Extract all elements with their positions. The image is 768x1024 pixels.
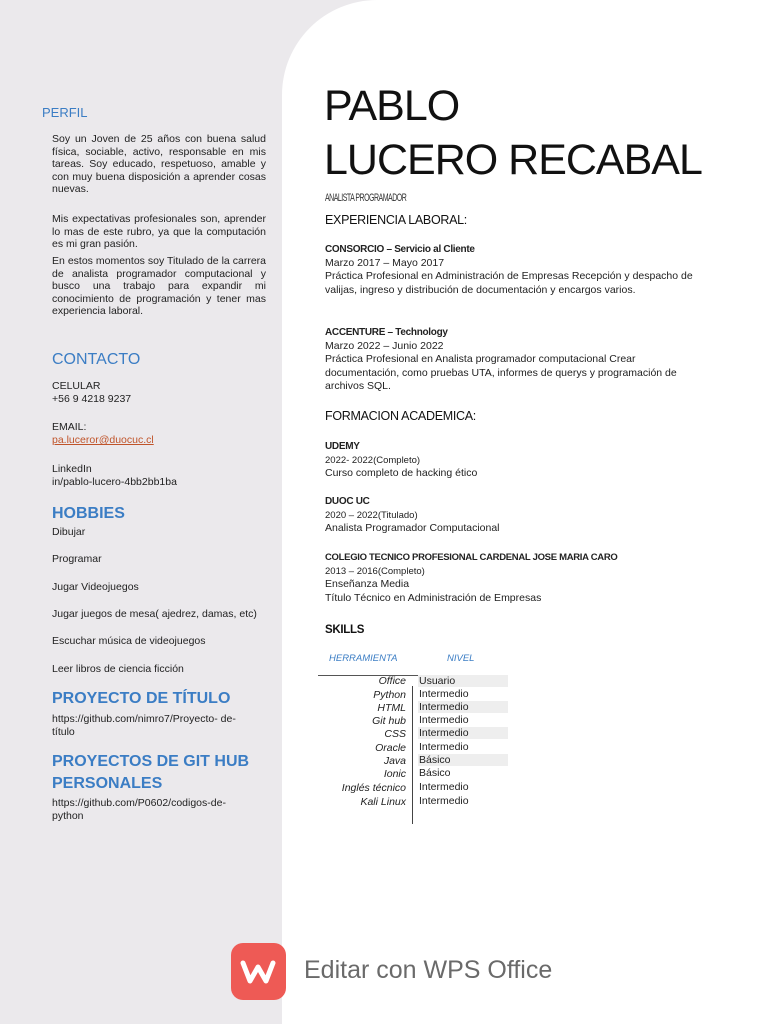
job-subtitle: ANALISTA PROGRAMADOR bbox=[325, 193, 407, 205]
git-projects-heading-line1: PROYECTOS DE GIT HUB bbox=[52, 753, 250, 770]
skill-tool: Office bbox=[378, 675, 406, 687]
education-org: COLEGIO TECNICO PROFESIONAL CARDENAL JOSE MARIA CARO bbox=[325, 552, 618, 563]
skill-level: Intermedio bbox=[418, 701, 508, 713]
experience-dates: Marzo 2017 – Mayo 2017 bbox=[325, 256, 445, 269]
skill-tool: Ionic bbox=[383, 768, 406, 780]
skills-column-divider bbox=[412, 686, 413, 824]
wps-logo-icon[interactable] bbox=[231, 943, 286, 1000]
skill-level: Intermedio bbox=[419, 688, 469, 700]
celular-value: +56 9 4218 9237 bbox=[52, 393, 132, 405]
education-org: DUOC UC bbox=[325, 496, 370, 507]
education-desc: Título Técnico en Administración de Empresas bbox=[325, 591, 542, 604]
git-projects-link: https://github.com/P0602/codigos-de-python bbox=[52, 797, 226, 822]
perfil-heading: PERFIL bbox=[42, 105, 88, 120]
git-projects-heading-line2: PERSONALES bbox=[52, 775, 163, 792]
education-dates: 2020 – 2022(Titulado) bbox=[325, 509, 418, 521]
name-first: PABLO bbox=[324, 82, 460, 130]
skill-level: Básico bbox=[418, 754, 508, 766]
formacion-heading: FORMACION ACADEMICA: bbox=[325, 409, 476, 423]
hobby-item: Programar bbox=[52, 553, 102, 565]
skill-tool: HTML bbox=[377, 702, 406, 714]
education-entry bbox=[325, 440, 705, 481]
education-entry bbox=[325, 551, 705, 605]
experience-desc: Práctica Profesional en Administración de Empresas Recepción y despacho de valijas, ingreso y distribución de documentación y encargos varios. bbox=[325, 270, 693, 296]
skill-tool: Kali Linux bbox=[360, 796, 406, 808]
linkedin-label: LinkedIn bbox=[52, 463, 92, 475]
skill-tool: Oracle bbox=[375, 742, 406, 754]
experience-dates: Marzo 2022 – Junio 2022 bbox=[325, 339, 444, 352]
skills-heading: SKILLS bbox=[325, 624, 365, 636]
skill-tool: Java bbox=[383, 755, 406, 767]
skill-tool: CSS bbox=[384, 728, 406, 740]
email-link[interactable]: pa.luceror@duocuc.cl bbox=[52, 434, 154, 446]
wps-edit-link[interactable]: Editar con WPS Office bbox=[304, 956, 553, 984]
education-dates: 2013 – 2016(Completo) bbox=[325, 565, 425, 577]
email-label: EMAIL: bbox=[52, 421, 87, 433]
skill-level: Intermedio bbox=[419, 741, 469, 753]
linkedin-value: in/pablo-lucero-4bb2bb1ba bbox=[52, 476, 177, 488]
education-org: UDEMY bbox=[325, 441, 360, 452]
skill-level: Usuario bbox=[418, 675, 508, 687]
experience-org: CONSORCIO – Servicio al Cliente bbox=[325, 244, 475, 255]
experience-entry bbox=[325, 326, 705, 394]
skills-col-level: NIVEL bbox=[447, 653, 475, 664]
education-desc: Enseñanza Media bbox=[325, 578, 410, 590]
experience-entry bbox=[325, 243, 705, 297]
proyecto-titulo-link: https://github.com/nimro7/Proyecto- de-título bbox=[52, 713, 236, 738]
proyecto-titulo-heading: PROYECTO DE TÍTULO bbox=[52, 690, 231, 707]
experiencia-heading: EXPERIENCIA LABORAL: bbox=[325, 213, 467, 227]
skill-tool: Python bbox=[373, 689, 406, 701]
skill-level: Intermedio bbox=[419, 714, 469, 726]
perfil-paragraph-1: Soy un Joven de 25 años con buena salud física, sociable, activo, responsable en mis tareas. Soy educado, respetuoso, amable y con muy buena disposición a aprender cosas nuevas. bbox=[52, 133, 266, 195]
skill-level: Intermedio bbox=[419, 795, 469, 807]
hobby-item: Jugar juegos de mesa( ajedrez, damas, etc) bbox=[52, 608, 257, 620]
celular-label: CELULAR bbox=[52, 380, 101, 392]
hobby-item: Jugar Videojuegos bbox=[52, 581, 139, 593]
hobbies-heading: HOBBIES bbox=[52, 505, 125, 522]
hobby-item: Escuchar música de videojuegos bbox=[52, 635, 206, 647]
perfil-paragraph-3: En estos momentos soy Titulado de la carrera de analista programador computacional y busco una trabajo para expandir mi conocimiento de programación y tener mas experiencia laboral. bbox=[52, 255, 266, 317]
skill-tool: Git hub bbox=[372, 715, 406, 727]
skills-col-tool: HERRAMIENTA bbox=[329, 653, 398, 664]
hobby-item: Dibujar bbox=[52, 526, 86, 538]
education-dates: 2022- 2022(Completo) bbox=[325, 454, 421, 466]
contacto-heading: CONTACTO bbox=[52, 351, 141, 368]
skill-tool: Inglés técnico bbox=[341, 782, 406, 794]
education-desc: Curso completo de hacking ético bbox=[325, 467, 478, 479]
skill-level: Intermedio bbox=[419, 781, 469, 793]
experience-org: ACCENTURE – Technology bbox=[325, 327, 448, 338]
skill-level: Básico bbox=[419, 767, 451, 779]
skill-level: Intermedio bbox=[418, 727, 508, 739]
hobby-item: Leer libros de ciencia ficción bbox=[52, 663, 184, 675]
name-last: LUCERO RECABAL bbox=[324, 136, 702, 184]
perfil-paragraph-2: Mis expectativas profesionales son, aprender lo mas de este rubro, ya que la computación es mi gran pasión. bbox=[52, 213, 266, 250]
education-entry bbox=[325, 495, 705, 536]
education-desc: Analista Programador Computacional bbox=[325, 522, 500, 534]
experience-desc: Práctica Profesional en Analista programador computacional Crear documentación, como pruebas UTA, informes de querys y programación de archivos SQL. bbox=[325, 353, 677, 392]
sidebar-top-shape bbox=[0, 0, 300, 96]
